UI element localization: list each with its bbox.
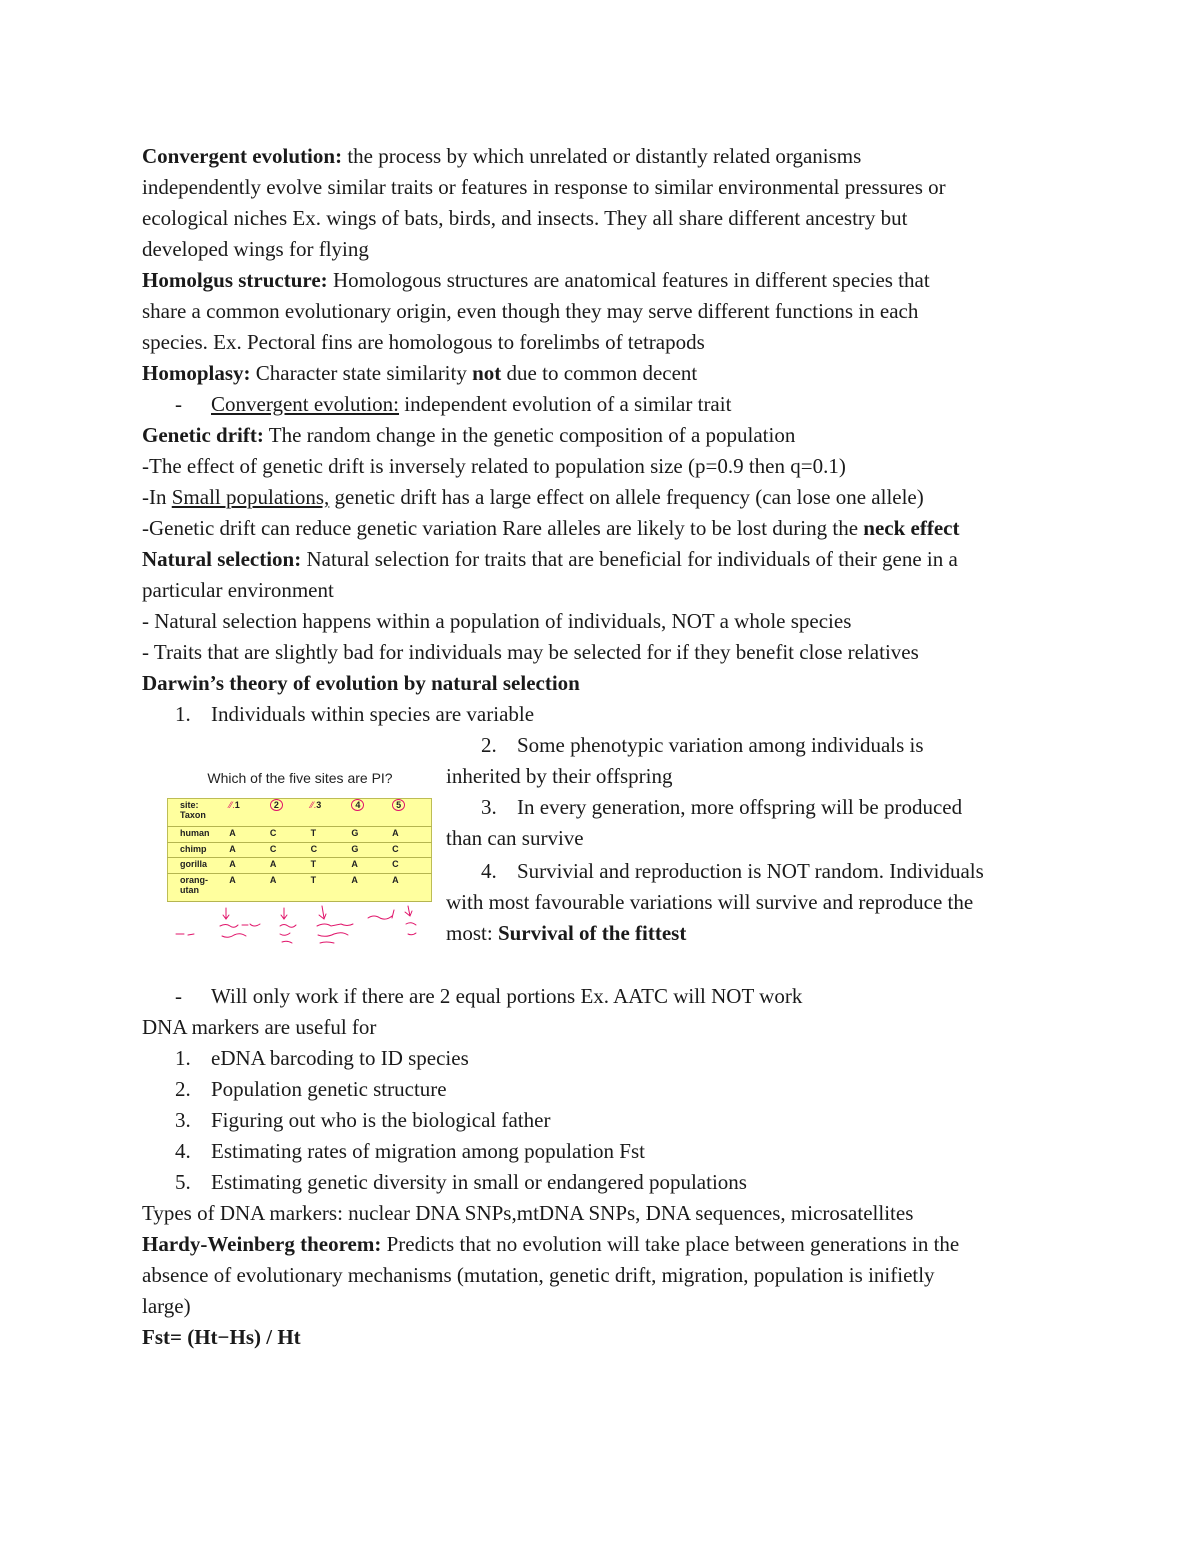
markers-item-3 <box>175 1105 550 1136</box>
markers-types: Types of DNA markers: nuclear DNA SNPs,mtDNA SNPs, DNA sequences, microsatellites <box>142 1201 914 1225</box>
markers-item-2 <box>175 1074 447 1105</box>
homoplasy-bullet-term: Convergent evolution: <box>211 392 400 416</box>
convergent-line-1 <box>142 141 861 172</box>
note-text: Will only work if there are 2 equal portions Ex. AATC will NOT work <box>211 984 803 1008</box>
base-cell: A <box>268 858 309 874</box>
homologous-term: Homolgus structure: <box>142 268 328 292</box>
darwin-heading: Darwin’s theory of evolution by natural selection <box>142 671 580 695</box>
darwin-item-2-cont: inherited by their offspring <box>446 764 673 788</box>
markers-item-text: Population genetic structure <box>211 1077 447 1101</box>
header-cell: ⁄⁄.1 <box>227 799 268 827</box>
taxon-cell <box>168 874 228 902</box>
sites-table <box>167 798 432 902</box>
homoplasy-def-bold: not <box>472 361 502 385</box>
darwin-item-3 <box>481 792 962 823</box>
markers-item-text: eDNA barcoding to ID species <box>211 1046 469 1070</box>
base-cell: A <box>227 874 268 902</box>
homologous-line-3: species. Ex. Pectoral fins are homologous to forelimbs of tetrapods <box>142 330 705 354</box>
base-cell: A <box>227 826 268 842</box>
base-cell: A <box>227 858 268 874</box>
list-number: 3. <box>175 1108 191 1132</box>
darwin-item-1-text: Individuals within species are variable <box>211 702 535 726</box>
markers-item-text: Estimating rates of migration among population Fst <box>211 1139 645 1163</box>
note-line <box>175 981 802 1012</box>
list-number: 4. <box>481 859 497 883</box>
taxon-cell: human <box>168 826 228 842</box>
figure-caption: Which of the five sites are PI? <box>207 770 393 786</box>
hw-term: Hardy-Weinberg theorem: <box>142 1232 382 1256</box>
darwin-item-1 <box>175 699 534 730</box>
header-site-5: 5 <box>392 799 405 811</box>
selection-term: Natural selection: <box>142 547 302 571</box>
bullet-dash: - <box>175 984 182 1008</box>
list-number: 5. <box>175 1170 191 1194</box>
base-cell: T <box>309 858 350 874</box>
markers-item-text: Figuring out who is the biological father <box>211 1108 551 1132</box>
taxon-cell: chimp <box>168 842 228 858</box>
darwin-item-3-text: In every generation, more offspring will be produced <box>517 795 963 819</box>
header-taxon: Taxon <box>180 810 206 820</box>
table-row <box>168 874 432 902</box>
darwin-item-4-last-a: most: <box>446 921 493 945</box>
drift-line2-a: -In <box>142 485 167 509</box>
base-cell: A <box>349 858 390 874</box>
table-header-row <box>168 799 432 827</box>
homoplasy-bullet <box>175 389 731 420</box>
drift-line2-underline: Small populations, <box>171 485 330 509</box>
header-site-3: 3 <box>316 800 322 810</box>
fst-formula: Fst= (Ht−Hs) / Ht <box>142 1325 301 1349</box>
darwin-item-4 <box>481 856 984 887</box>
base-cell: A <box>227 842 268 858</box>
list-number: 4. <box>175 1139 191 1163</box>
header-cell: ⁄⁄.3 <box>309 799 350 827</box>
markers-item-4 <box>175 1136 645 1167</box>
header-site-1: 1 <box>234 800 240 810</box>
base-cell: C <box>268 826 309 842</box>
table-row <box>168 842 432 858</box>
taxon-line-1: orang- <box>180 875 208 886</box>
drift-line-4 <box>142 513 959 544</box>
selection-line-1 <box>142 544 958 575</box>
homologous-def-1: Homologous structures are anatomical features in different species that <box>332 268 930 292</box>
list-number: 2. <box>175 1077 191 1101</box>
darwin-item-4-text: Survivial and reproduction is NOT random. Individuals <box>517 859 984 883</box>
base-cell: G <box>349 842 390 858</box>
convergent-line-3: ecological niches Ex. wings of bats, birds, and insects. They all share different ancestry but <box>142 206 908 230</box>
markers-item-text: Estimating genetic diversity in small or endangered populations <box>211 1170 747 1194</box>
selection-line-3: - Natural selection happens within a population of individuals, NOT a whole species <box>142 609 852 633</box>
handwritten-annotations <box>162 902 438 948</box>
convergent-line-4: developed wings for flying <box>142 237 369 261</box>
base-cell: T <box>309 826 350 842</box>
homoplasy-term: Homoplasy: <box>142 361 251 385</box>
bullet-dash: - <box>175 392 182 416</box>
header-cell <box>349 799 390 827</box>
selection-def-1: Natural selection for traits that are beneficial for individuals of their gene in a <box>306 547 958 571</box>
base-cell: A <box>390 826 431 842</box>
base-cell: C <box>390 858 431 874</box>
base-cell: A <box>268 874 309 902</box>
header-cell <box>390 799 431 827</box>
header-site-4: 4 <box>351 799 364 811</box>
taxon-cell: gorilla <box>168 858 228 874</box>
hw-line-2: absence of evolutionary mechanisms (mutation, genetic drift, migration, population is inifietly <box>142 1263 935 1287</box>
table-row <box>168 858 432 874</box>
header-site-2: 2 <box>270 799 283 811</box>
phylogenetic-sites-figure <box>162 764 438 950</box>
markers-item-5 <box>175 1167 747 1198</box>
header-cell <box>168 799 228 827</box>
darwin-item-4-last <box>446 918 686 949</box>
convergent-line-2: independently evolve similar traits or features in response to similar environmental pressures or <box>142 175 946 199</box>
base-cell: C <box>309 842 350 858</box>
hw-line-1 <box>142 1229 959 1260</box>
selection-line-4: - Traits that are slightly bad for individuals may be selected for if they benefit close relatives <box>142 640 919 664</box>
darwin-item-2-text: Some phenotypic variation among individuals is <box>517 733 924 757</box>
darwin-item-3-cont: than can survive <box>446 826 584 850</box>
base-cell: C <box>268 842 309 858</box>
drift-line-1 <box>142 420 795 451</box>
darwin-item-2 <box>481 730 924 761</box>
drift-line-3 <box>142 482 924 513</box>
base-cell: A <box>349 874 390 902</box>
homoplasy-def-a: Character state similarity <box>255 361 467 385</box>
list-number: 1. <box>175 1046 191 1070</box>
markers-intro: DNA markers are useful for <box>142 1015 377 1039</box>
drift-line3-a: -Genetic drift can reduce genetic variation Rare alleles are likely to be lost during the <box>142 516 859 540</box>
list-number: 1. <box>175 702 191 726</box>
base-cell: C <box>390 842 431 858</box>
homologous-line-1 <box>142 265 930 296</box>
homoplasy-def-b: due to common decent <box>506 361 698 385</box>
drift-line2-b: genetic drift has a large effect on allele frequency (can lose one allele) <box>334 485 924 509</box>
homoplasy-line <box>142 358 697 389</box>
convergent-term: Convergent evolution: <box>142 144 343 168</box>
markers-item-1 <box>175 1043 469 1074</box>
base-cell: T <box>309 874 350 902</box>
hw-line-3: large) <box>142 1294 191 1318</box>
hw-def-1: Predicts that no evolution will take place between generations in the <box>386 1232 960 1256</box>
darwin-item-4-last-bold: Survival of the fittest <box>497 921 687 945</box>
drift-line-2: -The effect of genetic drift is inversely related to population size (p=0.9 then q=0.1) <box>142 454 846 478</box>
header-site: site: <box>180 800 199 810</box>
base-cell: G <box>349 826 390 842</box>
list-number: 3. <box>481 795 497 819</box>
taxon-line-2: utan <box>180 885 199 896</box>
drift-def: The random change in the genetic composition of a population <box>268 423 796 447</box>
base-cell: A <box>390 874 431 902</box>
homoplasy-bullet-rest: independent evolution of a similar trait <box>404 392 732 416</box>
homologous-line-2: share a common evolutionary origin, even though they may serve different functions in each <box>142 299 919 323</box>
drift-term: Genetic drift: <box>142 423 264 447</box>
darwin-item-4-cont: with most favourable variations will survive and reproduce the <box>446 890 974 914</box>
convergent-def-1: the process by which unrelated or distantly related organisms <box>347 144 862 168</box>
drift-line3-bold: neck effect <box>863 516 960 540</box>
header-cell <box>268 799 309 827</box>
list-number: 2. <box>481 733 497 757</box>
selection-line-2: particular environment <box>142 578 334 602</box>
table-row <box>168 826 432 842</box>
